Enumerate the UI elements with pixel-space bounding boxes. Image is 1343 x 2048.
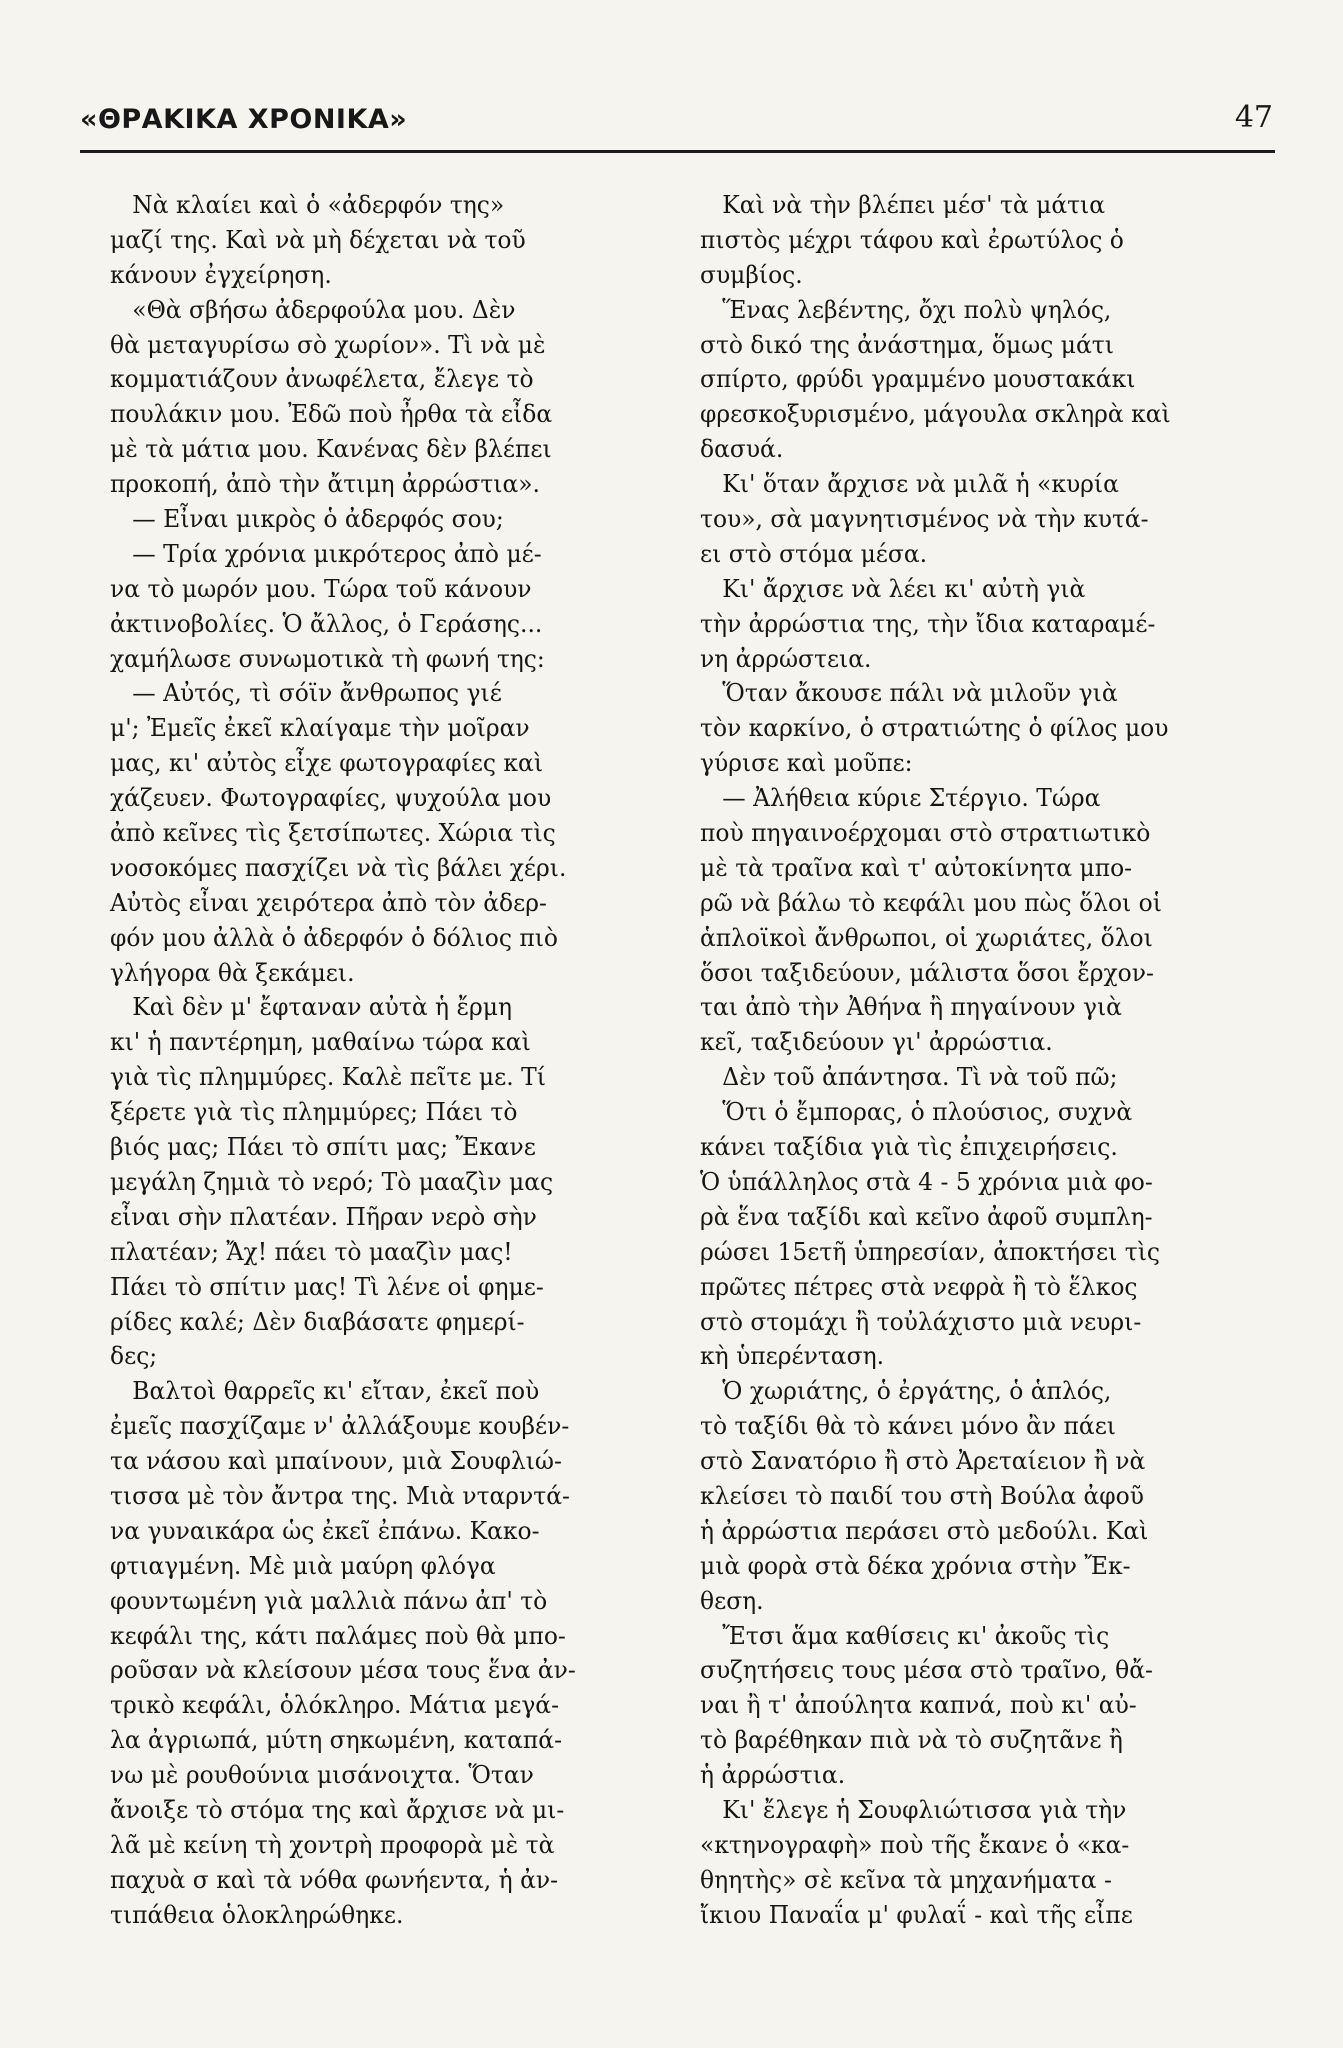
text-line: Ἕνας λεβέντης, ὄχι πολὺ ψηλός, (700, 295, 1112, 324)
text-line: ἡ ἀρρώστια. (700, 1761, 846, 1790)
text-line: στὸ Σανατόριο ἢ στὸ Ἀρεταίειον ἢ νὰ (700, 1447, 1146, 1476)
text-line: κὴ ὑπερένταση. (700, 1342, 885, 1371)
text-line: πιστὸς μέχρι τάφου καὶ ἐρωτύλος ὁ (700, 225, 1124, 254)
text-line: «κτηνογραφὴ» ποὺ τῆς ἔκανε ὁ «κα- (700, 1830, 1130, 1859)
text-line: θηητὴς» σὲ κεῖνα τὰ μηχανήματα - (700, 1865, 1112, 1894)
text-line: ει στὸ στόμα μέσα. (700, 539, 928, 568)
text-line: του», σὰ μαγνητισμένος νὰ τὴν κυτά- (700, 505, 1149, 534)
text-line: ἴκιου Παναΐα μ' φυλαΐ - καὶ τῆς εἶπε (700, 1900, 1133, 1929)
text-line: ται ἀπὸ τὴν Ἀθήνα ἢ πηγαίνουν γιὰ (700, 993, 1122, 1022)
text-line: τα νάσου καὶ μπαίνουν, μιὰ Σουφλιώ- (110, 1447, 562, 1476)
text-line: πρῶτες πέτρες στὰ νεφρὰ ἢ τὸ ἕλκος (700, 1272, 1138, 1301)
text-line: — Τρία χρόνια μικρότερος ἀπὸ μέ- (110, 539, 542, 568)
text-line: — Αὐτός, τὶ σόϊν ἄνθρωπος γιέ (110, 679, 502, 708)
text-line: Κι' ὅταν ἄρχισε νὰ μιλᾶ ἡ «κυρία (700, 470, 1119, 499)
running-header (80, 100, 1273, 144)
text-line: στὸ δικό της ἀνάστημα, ὅμως μάτι (700, 330, 1114, 359)
text-line: τισσα μὲ τὸν ἄντρα της. Μιὰ νταρντά- (110, 1481, 570, 1510)
text-line: ὅσοι ταξιδεύουν, μάλιστα ὅσοι ἔρχον- (700, 958, 1154, 987)
text-line: Πάει τὸ σπίτιν μας! Τὶ λένε οἱ φημε- (110, 1272, 544, 1301)
text-line: γύρισε καὶ μοῦπε: (700, 749, 913, 778)
text-line: συζητήσεις τους μέσα στὸ τραῖνο, θἄ- (700, 1656, 1153, 1685)
text-line: πουλάκιν μου. Ἐδῶ ποὺ ἦρθα τὰ εἶδα (110, 400, 553, 429)
text-line: κάνουν ἐγχείρηση. (110, 260, 332, 289)
text-line: ἄνοιξε τὸ στόμα της καὶ ἄρχισε νὰ μι- (110, 1795, 565, 1824)
text-line: παχυὰ σ καὶ τὰ νόθα φωνήεντα, ἡ ἀν- (110, 1865, 558, 1894)
text-line: — Εἶναι μικρὸς ὁ ἀδερφός σου; (110, 505, 504, 534)
text-line: γλήγορα θὰ ξεκάμει. (110, 958, 355, 987)
journal-title: «ΘΡΑΚΙΚΑ ΧΡΟΝΙΚΑ» (80, 104, 408, 135)
text-line: τὴν ἀρρώστια της, τὴν ἴδια καταραμέ- (700, 609, 1156, 638)
text-line: βιός μας; Πάει τὸ σπίτι μας; Ἔκανε (110, 1133, 536, 1162)
text-line: Βαλτοὶ θαρρεῖς κι' εἴταν, ἐκεῖ ποὺ (110, 1377, 540, 1406)
text-line: μ'; Ἐμεῖς ἐκεῖ κλαίγαμε τὴν μοῖραν (110, 714, 530, 743)
text-line: μὲ τὰ τραῖνα καὶ τ' αὐτοκίνητα μπο- (700, 853, 1133, 882)
text-line: θὰ μεταγυρίσω σὸ χωρίον». Τὶ νὰ μὲ (110, 330, 546, 359)
text-line: τὸ βαρέθηκαν πιὰ νὰ τὸ συζητᾶνε ἢ (700, 1726, 1123, 1755)
text-line: γιὰ τὶς πλημμύρες. Καλὲ πεῖτε με. Τί (110, 1063, 546, 1092)
text-line: συμβίος. (700, 260, 803, 289)
text-line: λα ἀγριωπά, μύτη σηκωμένη, καταπά- (110, 1726, 562, 1755)
text-line: Ὅταν ἄκουσε πάλι νὰ μιλοῦν γιὰ (700, 679, 1118, 708)
text-line: νοσοκόμες πασχίζει νὰ τὶς βάλει χέρι. (110, 853, 567, 882)
text-line: θεση. (700, 1586, 764, 1615)
text-line: ρὰ ἕνα ταξίδι καὶ κεῖνο ἀφοῦ συμπλη- (700, 1202, 1153, 1231)
text-line: μας, κι' αὐτὸς εἶχε φωτογραφίες καὶ (110, 749, 543, 778)
text-line: Ἔτσι ἅμα καθίσεις κι' ἀκοῦς τὶς (700, 1621, 1110, 1650)
text-line: κι' ἡ παντέρημη, μαθαίνω τώρα καὶ (110, 1028, 531, 1057)
header-rule (80, 150, 1275, 153)
text-line: χάζευεν. Φωτογραφίες, ψυχούλα μου (110, 784, 552, 813)
text-line: κάνει ταξίδια γιὰ τὶς ἐπιχειρήσεις. (700, 1133, 1118, 1162)
text-line: ἡ ἀρρώστια περάσει στὸ μεδούλι. Καὶ (700, 1516, 1149, 1545)
text-line: μεγάλη ζημιὰ τὸ νερό; Τὸ μααζὶν μας (110, 1167, 554, 1196)
text-line: Κι' ἔλεγε ἡ Σουφλιώτισσα γιὰ τὴν (700, 1795, 1127, 1824)
text-line: να γυναικάρα ὡς ἐκεῖ ἐπάνω. Κακο- (110, 1516, 540, 1545)
text-line: Ὁ ὑπάλληλος στὰ 4 - 5 χρόνια μιὰ φο- (700, 1167, 1153, 1196)
text-line: ξέρετε γιὰ τὶς πλημμύρες; Πάει τὸ (110, 1098, 518, 1127)
page-number: 47 (1234, 100, 1273, 135)
text-line: μιὰ φορὰ στὰ δέκα χρόνια στὴν Ἔκ- (700, 1551, 1131, 1580)
text-line: μαζί της. Καὶ νὰ μὴ δέχεται νὰ τοῦ (110, 225, 526, 254)
text-line: — Ἀλήθεια κύριε Στέργιο. Τώρα (700, 784, 1101, 813)
text-line: ἁπλοϊκοὶ ἄνθρωποι, οἱ χωριάτες, ὅλοι (700, 923, 1153, 952)
text-line: Νὰ κλαίει καὶ ὁ «ἀδερφόν της» (110, 191, 505, 219)
text-line: χαμήλωσε συνωμοτικὰ τὴ φωνή της: (110, 644, 545, 673)
text-line: φόν μου ἀλλὰ ὁ ἀδερφόν ὁ δόλιος πιὸ (110, 923, 559, 952)
text-line: τὸ ταξίδι θὰ τὸ κάνει μόνο ἂν πάει (700, 1412, 1116, 1441)
text-line: Ὅτι ὁ ἔμπορας, ὁ πλούσιος, συχνὰ (700, 1098, 1133, 1127)
text-line: τιπάθεια ὁλοκληρώθηκε. (110, 1900, 404, 1929)
text-line: στὸ στομάχι ἢ τοὐλάχιστο μιὰ νευρι- (700, 1307, 1142, 1336)
text-line: Ὁ χωριάτης, ὁ ἐργάτης, ὁ ἁπλός, (700, 1377, 1112, 1406)
text-line: κομματιάζουν ἀνωφέλετα, ἔλεγε τὸ (110, 365, 534, 394)
text-line: κεῖ, ταξιδεύουν γι' ἀρρώστια. (700, 1028, 1053, 1057)
text-line: δες; (110, 1342, 158, 1371)
left-text-column (110, 188, 700, 1933)
text-line: λᾶ μὲ κείνη τὴ χοντρὴ προφορὰ μὲ τὰ (110, 1830, 555, 1859)
text-line: ἀκτινοβολίες. Ὁ ἄλλος, ὁ Γεράσης... (110, 609, 543, 638)
text-line: εἶναι σὴν πλατέαν. Πῆραν νερὸ σὴν (110, 1202, 537, 1231)
text-line: ναι ἢ τ' ἀπούλητα καπνά, ποὺ κι' αὐ- (700, 1691, 1137, 1720)
text-line: ρώσει 15ετῆ ὑπηρεσίαν, ἀποκτήσει τὶς (700, 1237, 1160, 1266)
text-line: φουντωμένη γιὰ μαλλιὰ πάνω ἀπ' τὸ (110, 1586, 548, 1615)
text-line: φτιαγμένη. Μὲ μιὰ μαύρη φλόγα (110, 1551, 496, 1580)
text-line: ρῶ νὰ βάλω τὸ κεφάλι μου πὼς ὅλοι οἱ (700, 888, 1162, 917)
text-line: πλατέαν; Ἄχ! πάει τὸ μααζὶν μας! (110, 1237, 513, 1266)
text-line: μὲ τὰ μάτια μου. Κανένας δὲν βλέπει (110, 435, 552, 464)
text-line: φρεσκοξυρισμένο, μάγουλα σκληρὰ καὶ (700, 400, 1171, 429)
text-line: κεφάλι της, κάτι παλάμες ποὺ θὰ μπο- (110, 1621, 566, 1650)
text-line: σπίρτο, φρύδι γραμμένο μουστακάκι (700, 365, 1136, 394)
text-line: Καὶ δὲν μ' ἔφταναν αὐτὰ ἡ ἔρμη (110, 993, 513, 1022)
text-line: τὸν καρκίνο, ὁ στρατιώτης ὁ φίλος μου (700, 714, 1169, 743)
text-line: ποὺ πηγαινοέρχομαι στὸ στρατιωτικὸ (700, 819, 1151, 848)
text-line: «Θὰ σβήσω ἀδερφούλα μου. Δὲν (110, 295, 516, 324)
right-text-column (700, 188, 1290, 1933)
text-line: ἐμεῖς πασχίζαμε ν' ἀλλάξουμε κουβέν- (110, 1412, 570, 1441)
text-line: Δὲν τοῦ ἀπάντησα. Τὶ νὰ τοῦ πῶ; (700, 1063, 1118, 1092)
text-line: ρίδες καλέ; Δὲν διαβάσατε φημερί- (110, 1307, 525, 1336)
text-line: Καὶ νὰ τὴν βλέπει μέσ' τὰ μάτια (700, 191, 1106, 219)
text-line: προκοπή, ἀπὸ τὴν ἄτιμη ἀρρώστια». (110, 470, 541, 499)
text-line: νω μὲ ρουθούνια μισάνοιχτα. Ὅταν (110, 1761, 534, 1790)
text-line: ἀπὸ κεῖνες τὶς ξετσίπωτες. Χώρια τὶς (110, 819, 556, 848)
text-line: νη ἀρρώστεια. (700, 644, 872, 673)
text-line: δασυά. (700, 435, 784, 464)
text-line: ροῦσαν νὰ κλείσουν μέσα τους ἕνα ἀν- (110, 1656, 576, 1685)
text-line: να τὸ μωρόν μου. Τώρα τοῦ κάνουν (110, 574, 532, 603)
text-line: κλείσει τὸ παιδί του στὴ Βούλα ἀφοῦ (700, 1481, 1144, 1510)
text-line: Κι' ἄρχισε νὰ λέει κι' αὐτὴ γιὰ (700, 574, 1086, 603)
text-line: Αὐτὸς εἶναι χειρότερα ἀπὸ τὸν ἀδερ- (110, 888, 547, 917)
text-line: τρικὸ κεφάλι, ὁλόκληρο. Μάτια μεγά- (110, 1691, 560, 1720)
